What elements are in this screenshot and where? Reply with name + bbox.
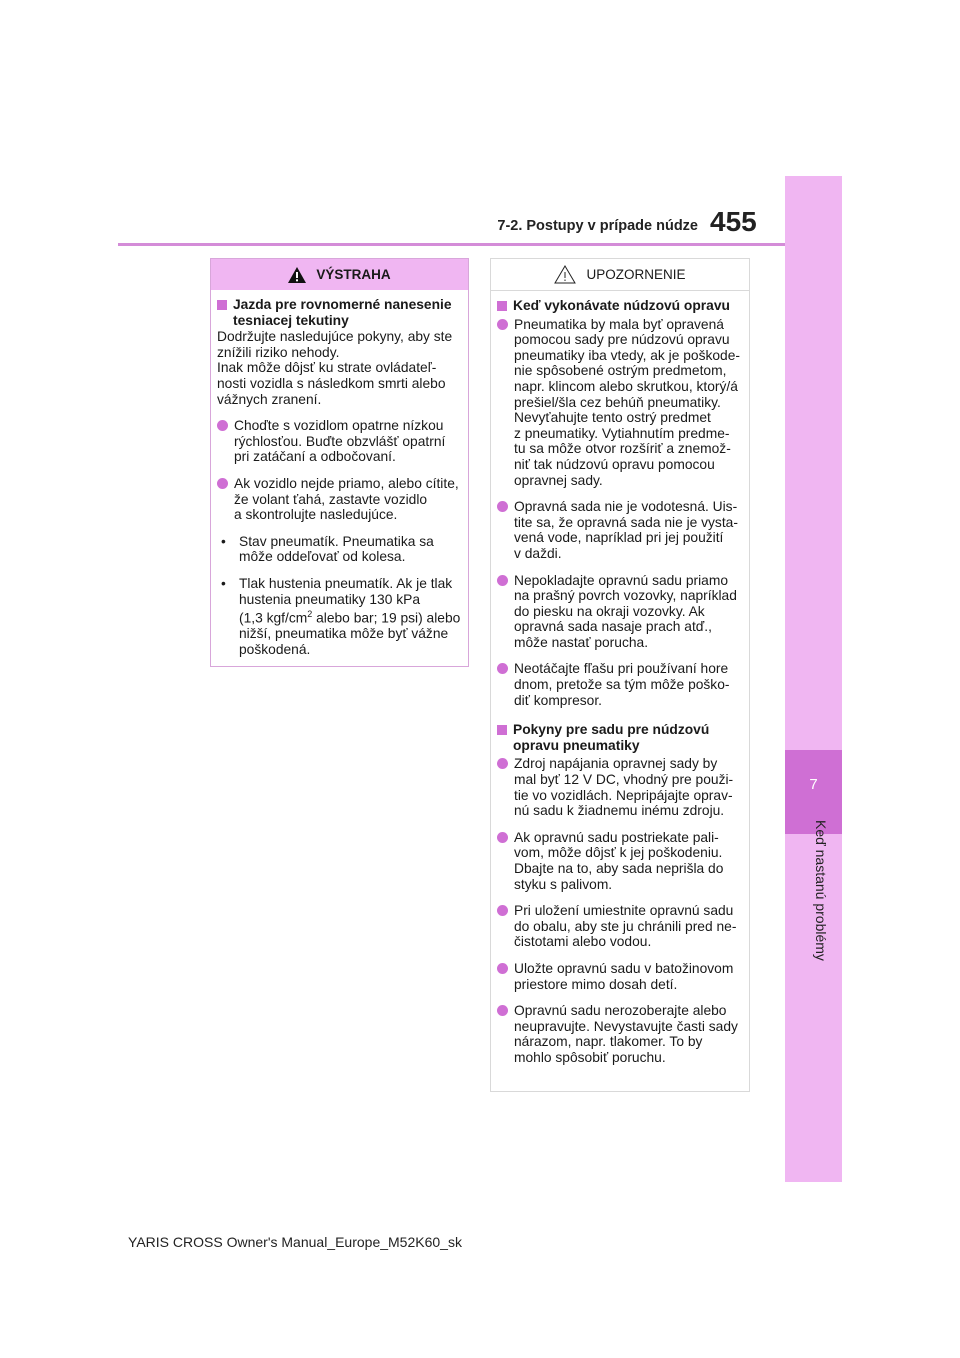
section-title: 7-2. Postupy v prípade núdze bbox=[497, 218, 698, 234]
notice-section-heading: Keď vykonávate núdzovú opravu bbox=[497, 298, 743, 314]
notice-bullet: Opravná sada nie je vodotesná. Uis- tite sa, že opravná sada nie je vysta- vená vode, napríklad pri jej použití v daždi. bbox=[497, 499, 743, 561]
warning-header bbox=[211, 259, 468, 290]
round-bullet-icon bbox=[497, 905, 508, 916]
warning-bullet: Choďte s vozidlom opatrne nízkou rýchlosťou. Buďte obzvlášť opatrní pri zatáčaní a odbočovaní. bbox=[217, 418, 462, 465]
notice-bullet: Ak opravnú sadu postriekate pali- vom, môže dôjsť k jej poškodeniu. Dbajte na to, aby sada neprišla do styku s palivom. bbox=[497, 830, 743, 892]
notice-bullet: Opravnú sadu nerozoberajte alebo neupravujte. Nevystavujte časti sady nárazom, napr. tlakomer. To by mohlo spôsobiť poruchu. bbox=[497, 1003, 743, 1065]
warning-subitem: • Stav pneumatík. Pneumatika sa môže oddeľovať od kolesa. bbox=[221, 533, 434, 565]
warning-triangle-icon bbox=[288, 267, 306, 283]
caution-triangle-icon bbox=[554, 265, 576, 284]
side-chapter-tab bbox=[785, 176, 842, 1182]
warning-title: VÝSTRAHA bbox=[316, 267, 391, 282]
round-bullet-icon bbox=[497, 575, 508, 586]
round-bullet-icon bbox=[497, 663, 508, 674]
warning-box bbox=[210, 258, 469, 667]
round-bullet-icon bbox=[217, 478, 228, 489]
square-bullet-icon bbox=[497, 301, 507, 311]
square-bullet-icon bbox=[217, 300, 227, 310]
notice-bullet: Zdroj napájania opravnej sady by mal byť 12 V DC, vhodný pre použi- tie vo vozidlách. Nepripájajte oprav- nú sadu k žiadnemu inému zdroju. bbox=[497, 756, 743, 818]
square-bullet-icon bbox=[497, 725, 507, 735]
header-rule bbox=[118, 243, 785, 246]
footer: YARIS CROSS Owner's Manual_Europe_M52K60_sk bbox=[128, 1234, 462, 1250]
chapter-number: 7 bbox=[785, 750, 842, 834]
round-bullet-icon bbox=[497, 501, 508, 512]
warning-heading: Jazda pre rovnomerné nanesenie tesniacej tekutiny bbox=[217, 297, 462, 328]
warning-subitem: • Tlak hustenia pneumatík. Ak je tlak hustenia pneumatiky 130 kPa (1,3 kgf/$cm^2$ alebo bar; 19 psi) alebo nižší, pneumatika môže byť vážne poškodená. bbox=[221, 575, 461, 657]
warning-bullet: Ak vozidlo nejde priamo, alebo cítite, že volant ťahá, zastavte vozidlo a skontrolujte nasledujúce. bbox=[217, 476, 462, 523]
notice-section-heading: Pokyny pre sadu pre núdzovú opravu pneumatiky bbox=[497, 722, 743, 753]
page-number: 455 bbox=[710, 206, 757, 237]
warning-intro: Dodržujte nasledujúce pokyny, aby ste znížili riziko nehody. Inak môže dôjsť ku strate ovládateľ- nosti vozidla s následkom smrti alebo vážnych zranení. bbox=[217, 329, 453, 407]
notice-bullet: Pri uložení umiestnite opravnú sadu do obalu, aby ste ju chránili pred ne- čistotami alebo vodou. bbox=[497, 903, 743, 950]
round-bullet-icon bbox=[497, 758, 508, 769]
notice-header bbox=[491, 259, 749, 291]
round-bullet-icon bbox=[217, 420, 228, 431]
notice-title: UPOZORNENIE bbox=[586, 267, 686, 282]
round-bullet-icon bbox=[497, 832, 508, 843]
notice-bullet: Pneumatika by mala byť opravená pomocou sady pre núdzovú opravu pneumatiky iba vtedy, ak je poškode- nie spôsobené ostrým predmetom, napr. klincom alebo skrutkou, ktorý/á prešiel/šla cez behúň pneumatiky. Nevyťahujte tento ostrý predmet z pneumatiky. Vytiahnutím predme- tu sa môže otvor rozšíriť a znemož- niť tak núdzovú opravu pomocou opravnej sady. bbox=[497, 317, 743, 489]
chapter-title: Keď nastanú problémy bbox=[813, 820, 829, 961]
round-bullet-icon bbox=[497, 1005, 508, 1016]
round-bullet-icon bbox=[497, 963, 508, 974]
notice-bullet: Uložte opravnú sadu v batožinovom priestore mimo dosah detí. bbox=[497, 961, 743, 992]
round-bullet-icon bbox=[497, 319, 508, 330]
notice-bullet: Neotáčajte fľašu pri používaní hore dnom, pretože sa tým môže poško- diť kompresor. bbox=[497, 661, 743, 708]
notice-box bbox=[490, 258, 750, 1092]
notice-bullet: Nepokladajte opravnú sadu priamo na prašný povrch vozovky, napríklad do piesku na okraji vozovky. Ak opravná sada nasaje prach atď., môže nastať porucha. bbox=[497, 573, 743, 651]
